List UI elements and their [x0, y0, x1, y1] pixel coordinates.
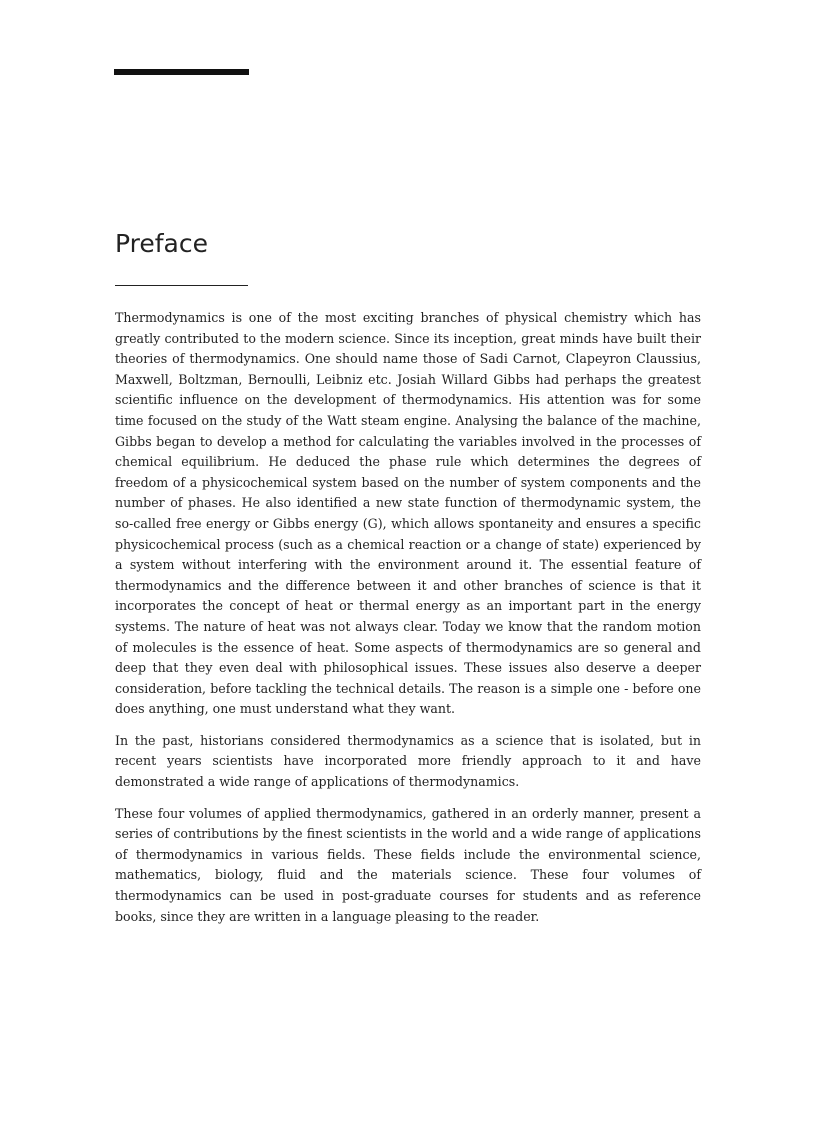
chapter-top-rule: [114, 69, 249, 75]
preface-body: [115, 308, 701, 938]
paragraph-2: In the past, historians considered thermodynamics as a science that is isolated, but in recent years scientists have incorporated more friendly approach to it and have demonstrated a wide range of applications of thermodynamics.: [115, 732, 701, 790]
title-underline: [115, 285, 248, 286]
page-title: Preface: [115, 229, 208, 258]
paragraph-1: Thermodynamics is one of the most exciting branches of physical chemistry which has greatly contributed to the modern science. Since its inception, great minds have built their theories of thermodynamics. One should name those of Sadi Carnot, Clapeyron Claussius, Maxwell, Boltzman, Bernoulli, Leibniz etc. Josiah Willard Gibbs had perhaps the greatest scientific influence on the development of thermodynamics. His attention was for some time focused on the study of the Watt steam engine. Analysing the balance of the machine, Gibbs began to develop a method for calculating the variables involved in the processes of chemical equilibrium. He deduced the phase rule which determines the degrees of freedom of a physicochemical system based on the number of system components and the number of phases. He also identified a new state function of thermodynamic system, the so-called free energy or Gibbs energy (G), which allows spontaneity and ensures a specific physicochemical process (such as a chemical reaction or a change of state) experienced by a system without interfering with the environment around it. The essential feature of thermodynamics and the difference between it and other branches of science is that it incorporates the concept of heat or thermal energy as an important part in the energy systems. The nature of heat was not always clear. Today we know that the random motion of molecules is the essence of heat. Some aspects of thermodynamics are so general and deep that they even deal with philosophical issues. These issues also deserve a deeper consideration, before tackling the technical details. The reason is a simple one - before one does anything, one must understand what they want.: [115, 310, 701, 717]
paragraph-3: These four volumes of applied thermodynamics, gathered in an orderly manner, present a series of contributions by the finest scientists in the world and a wide range of applications of thermodynamics in various fields. These fields include the environmental science, mathematics, biology, fluid and the materials science. These four volumes of thermodynamics can be used in post-graduate courses for students and as reference books, since they are written in a language pleasing to the reader.: [115, 805, 701, 924]
